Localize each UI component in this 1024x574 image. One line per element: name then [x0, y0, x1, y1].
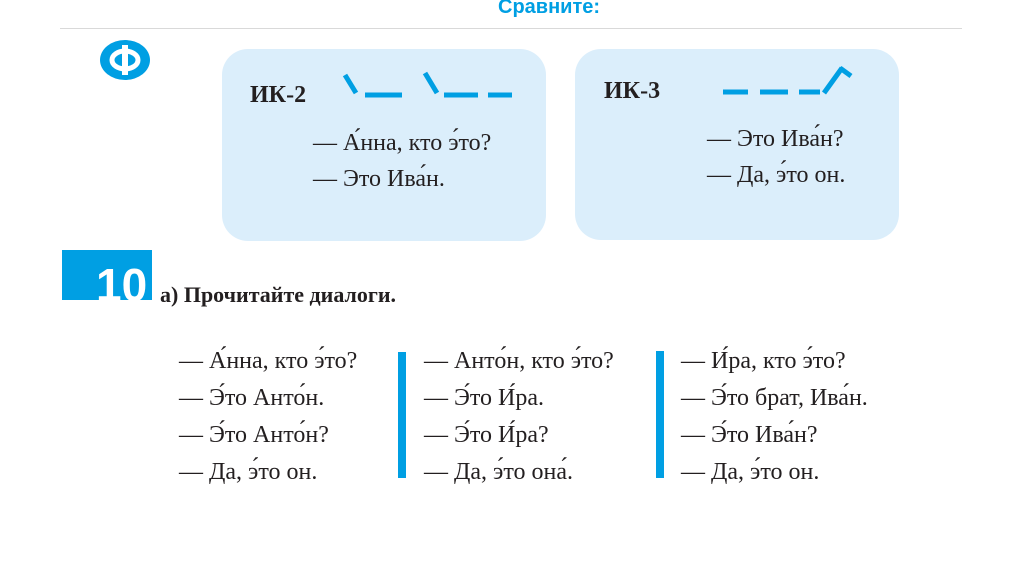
dialogue-line: — Э́то брат, Ива́н. [681, 385, 868, 411]
dialogue-line: — Да, э́то он. [179, 459, 318, 485]
ik3-label: ИК-3 [604, 78, 661, 104]
dialogue-line: — Э́то И́ра. [424, 385, 544, 411]
dialogue-column-2 [424, 343, 614, 491]
dialogue-line: — И́ра, кто э́то? [681, 348, 846, 374]
ik2-contour-icon [340, 68, 515, 104]
dialogue-column-1 [179, 343, 357, 491]
phonetics-f-glyph-icon [100, 40, 150, 80]
exercise-task: а) Прочитайте диалоги. [160, 282, 397, 307]
ik2-line-1: — А́нна, кто э́то? [313, 130, 492, 156]
ik3-contour-icon [720, 62, 860, 98]
exercise-number-text: 10 [96, 259, 148, 311]
dialogue-line: — Э́то Анто́н. [179, 385, 325, 411]
phonetics-f-icon [100, 40, 150, 80]
exercise-number [96, 259, 150, 311]
dialogue-line: — А́нна, кто э́то? [179, 348, 358, 374]
ik2-label: ИК-2 [250, 82, 307, 108]
column-divider-1 [398, 352, 406, 478]
section-heading-cropped [488, 0, 628, 34]
dialogue-line: — Э́то И́ра? [424, 422, 549, 448]
ik2-line-2: — Это Ива́н. [313, 166, 445, 192]
section-heading-text: Сравните: [498, 0, 601, 18]
dialogue-line: — Да, э́то она́. [424, 459, 573, 485]
dialogue-line: — Да, э́то он. [681, 459, 820, 485]
column-divider-2 [656, 351, 664, 478]
dialogue-column-3 [681, 343, 868, 491]
ik3-line-1: — Это Ива́н? [707, 126, 844, 152]
dialogue-line: — Э́то Анто́н? [179, 422, 329, 448]
dialogue-line: — Э́то Ива́н? [681, 422, 818, 448]
ik3-line-2: — Да, э́то он. [707, 162, 846, 188]
dialogue-line: — Анто́н, кто э́то? [424, 348, 614, 374]
